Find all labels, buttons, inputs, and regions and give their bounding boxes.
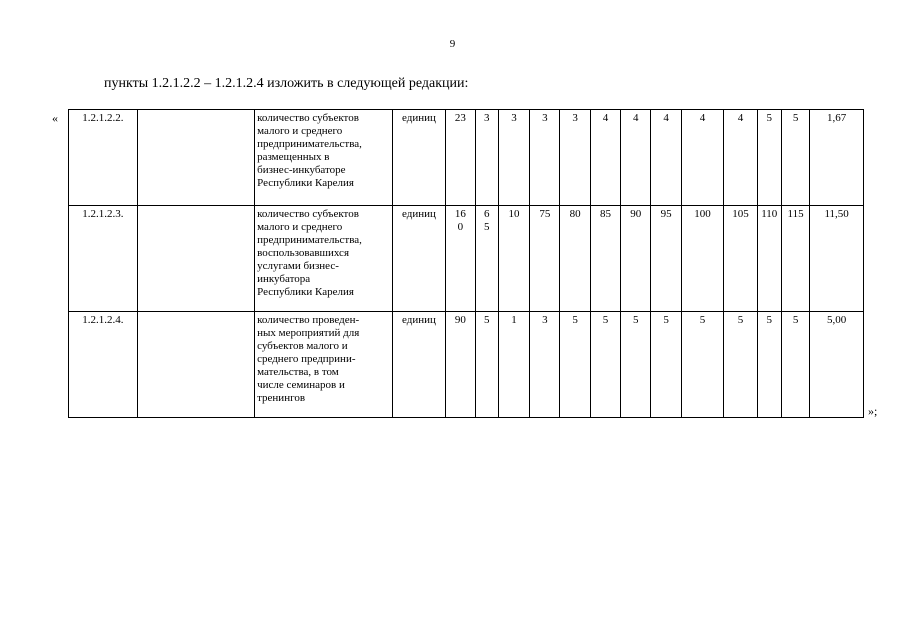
value-part: 75 <box>539 208 551 220</box>
description-line: малого и среднего <box>257 221 343 233</box>
row-value <box>621 312 651 418</box>
value-part: 5 <box>766 314 773 326</box>
row-value <box>530 110 560 206</box>
value-part: 4 <box>737 112 744 124</box>
value-part: 3 <box>542 112 548 124</box>
value-part: 4 <box>633 112 639 124</box>
description-line: Республики Карелия <box>257 286 354 298</box>
row-value <box>724 312 757 418</box>
row-code: 1.2.1.2.4. <box>69 312 138 418</box>
row-value <box>781 206 809 312</box>
description-line: количество субъектов <box>257 208 359 220</box>
value-part: 5 <box>792 314 799 326</box>
value-part: 90 <box>454 314 466 326</box>
row-value <box>530 206 560 312</box>
value-part: 5 <box>766 112 773 124</box>
row-value <box>446 312 475 418</box>
row-value <box>651 110 681 206</box>
row-value <box>681 206 723 312</box>
row-description <box>255 206 393 312</box>
row-total: 5,00 <box>810 312 864 418</box>
value-part: 5 <box>483 314 490 326</box>
row-total: 11,50 <box>810 206 864 312</box>
closing-quote: »; <box>868 404 878 418</box>
row-value <box>446 110 475 206</box>
row-goal <box>137 206 254 312</box>
row-unit: единиц <box>392 312 446 418</box>
row-value <box>757 206 781 312</box>
row-value <box>498 206 529 312</box>
value-part: 85 <box>599 208 611 220</box>
value-part: 5 <box>737 314 744 326</box>
value-part: 3 <box>542 314 548 326</box>
opening-quote: « <box>52 111 58 125</box>
table-row <box>69 206 864 312</box>
description-line: бизнес-инкубаторе <box>257 164 346 176</box>
value-part: 5 <box>792 112 799 124</box>
row-value <box>757 110 781 206</box>
description-line: услугами бизнес- <box>257 260 339 272</box>
table-row <box>69 110 864 206</box>
description-line: мательства, в том <box>257 366 339 378</box>
row-value <box>475 312 498 418</box>
value-part: 4 <box>699 112 706 124</box>
value-part: 4 <box>602 112 609 124</box>
row-value <box>757 312 781 418</box>
value-part: 100 <box>694 208 711 220</box>
indicators-table <box>68 109 864 418</box>
row-goal <box>137 110 254 206</box>
description-line: тренингов <box>257 392 306 404</box>
row-goal <box>137 312 254 418</box>
value-part: 16 <box>454 208 466 220</box>
value-part: 3 <box>483 112 490 124</box>
value-part: 80 <box>569 208 581 220</box>
description-line: субъектов малого и <box>257 340 348 352</box>
description-line: предпринимательства, <box>257 138 362 150</box>
row-value <box>475 110 498 206</box>
value-part: 5 <box>602 314 609 326</box>
row-value <box>590 110 620 206</box>
row-unit: единиц <box>392 206 446 312</box>
value-part: 10 <box>508 208 520 220</box>
row-code: 1.2.1.2.2. <box>69 110 138 206</box>
row-value <box>475 206 498 312</box>
value-part: 115 <box>787 208 804 220</box>
row-value <box>681 312 723 418</box>
row-value <box>530 312 560 418</box>
value-part: 1 <box>511 314 517 326</box>
row-value <box>560 206 590 312</box>
value-part: 4 <box>663 112 669 124</box>
row-value <box>560 312 590 418</box>
value-part: 3 <box>572 112 578 124</box>
row-value <box>781 312 809 418</box>
description-line: Республики Карелия <box>257 177 354 189</box>
value-part: 5 <box>699 314 706 326</box>
description-line: среднего предприни- <box>257 353 356 365</box>
value-part: 23 <box>454 112 466 124</box>
description-line: воспользовавшихся <box>257 247 350 259</box>
row-value <box>724 110 757 206</box>
page-number: 9 <box>449 38 456 50</box>
row-code: 1.2.1.2.3. <box>69 206 138 312</box>
row-value <box>590 206 620 312</box>
row-description <box>255 110 393 206</box>
row-value <box>724 206 757 312</box>
value-part: 5 <box>633 314 639 326</box>
row-value <box>621 206 651 312</box>
value-part: 95 <box>660 208 672 220</box>
table-row <box>69 312 864 418</box>
description-line: размещенных в <box>257 151 330 163</box>
row-description <box>255 312 393 418</box>
intro-text: пункты 1.2.1.2.2 – 1.2.1.2.4 изложить в следующей редакции: <box>104 76 469 91</box>
row-total: 1,67 <box>810 110 864 206</box>
row-value <box>498 110 529 206</box>
description-line: ных мероприятий для <box>257 327 360 339</box>
value-part: 3 <box>511 112 517 124</box>
row-unit: единиц <box>392 110 446 206</box>
description-line: числе семинаров и <box>257 379 345 391</box>
row-value <box>681 110 723 206</box>
row-value <box>446 206 475 312</box>
value-part: 5 <box>663 314 669 326</box>
value-part: 110 <box>761 208 778 220</box>
value-part: 5 <box>483 221 490 233</box>
value-part: 6 <box>483 208 490 220</box>
description-line: количество субъектов <box>257 112 359 124</box>
description-line: инкубатора <box>257 273 311 285</box>
row-value <box>651 206 681 312</box>
value-part: 0 <box>457 221 464 233</box>
description-line: предпринимательства, <box>257 234 362 246</box>
row-value <box>621 110 651 206</box>
row-value <box>560 110 590 206</box>
description-line: малого и среднего <box>257 125 343 137</box>
value-part: 105 <box>732 208 749 220</box>
row-value <box>781 110 809 206</box>
row-value <box>651 312 681 418</box>
value-part: 90 <box>630 208 642 220</box>
description-line: количество проведен- <box>257 314 360 326</box>
value-part: 5 <box>572 314 578 326</box>
row-value <box>590 312 620 418</box>
row-value <box>498 312 529 418</box>
